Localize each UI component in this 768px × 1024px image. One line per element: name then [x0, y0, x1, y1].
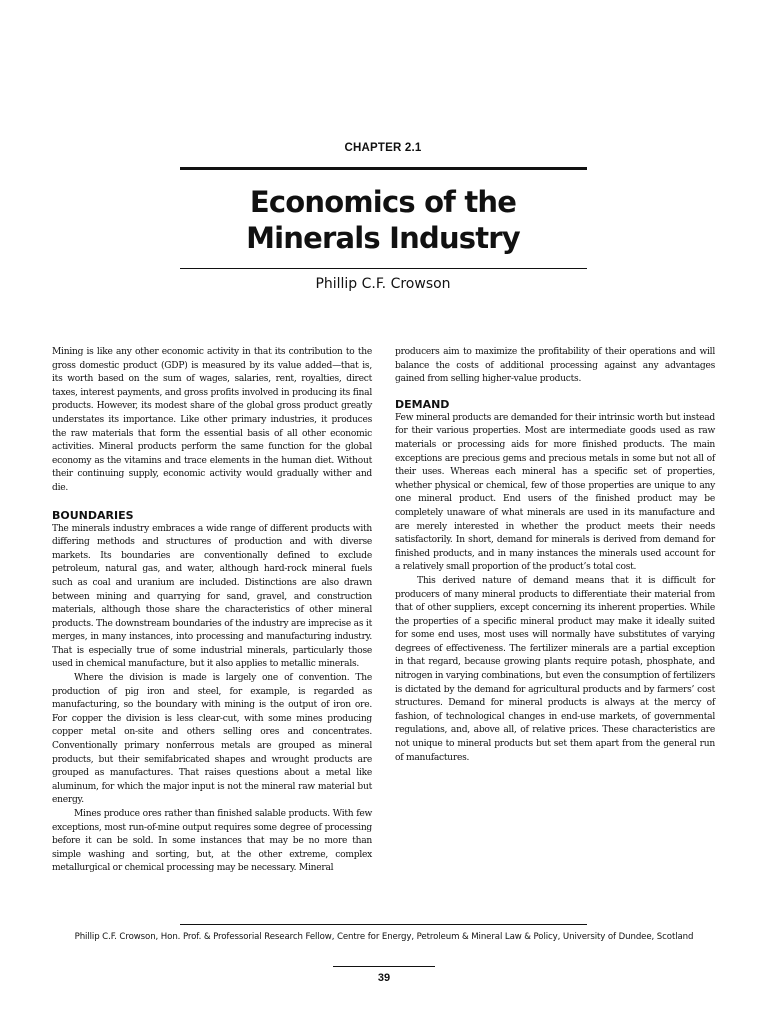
demand-heading: DEMAND: [395, 397, 450, 411]
body-column-left: [52, 346, 372, 876]
demand-paragraph-1: Few mineral products are demanded for their intrinsic worth but instead for their various properties. Most are intermediate goods used as raw materials or processing aids for more finished products. The main exceptions are precious gems and precious metals in some but not all of their uses. Whereas each mineral has a specific set of properties, whether physical or chemical, few of those properties are unique to any one mineral product. End users of the finished product may be completely unaware of what minerals are used in its manufacture and are merely interested in whether the product meets their needs satisfactorily. In short, demand for minerals is derived from demand for finished products, and in many instances the minerals used account for a relatively small proportion of the product’s total cost.: [395, 412, 715, 573]
chapter-title-line-2: Minerals Industry: [246, 221, 520, 255]
boundaries-paragraph-1: The minerals industry embraces a wide range of different products with differing methods and structures of production and with diverse markets. Its boundaries are conventionally defined to exclude petroleum, natural gas, and water, although hard-rock mineral fuels such as coal and uranium are included. Distinctions are also drawn between mining and quarrying for sand, gravel, and construction materials, although those share the characteristics of other mineral products. The downstream boundaries of the industry are imprecise as it merges, in many instances, into processing and manufacturing industry. That is especially true of some industrial minerals, particularly those used in chemical manufacture, but it also applies to metallic minerals.: [52, 523, 372, 670]
title-bottom-rule: [180, 268, 587, 269]
chapter-label: CHAPTER 2.1: [344, 142, 422, 154]
author-affiliation-footnote: Phillip C.F. Crowson, Hon. Prof. & Professorial Research Fellow, Centre for Energy, Petroleum & Mineral Law & Policy, University of Dundee, Scotland: [74, 932, 694, 942]
boundaries-paragraph-3-continued: producers aim to maximize the profitability of their operations and will balance the costs of additional processing against any advantages gained from selling higher-value products.: [395, 347, 715, 385]
intro-paragraph: Mining is like any other economic activity in that its contribution to the gross domestic product (GDP) is measured by its value added—that is, its worth based on the sum of wages, salaries, rent, royalties, direct taxes, interest payments, and gross profits involved in producing its final products. However, its modest share of the global gross product greatly understates its importance. Like other primary industries, it produces the raw materials that form the essential basis of all other economic activities. Mineral products perform the same function for the global economy as the vitamins and trace elements in the human diet. Without their continuing supply, economic activity would gradually wither and die.: [52, 347, 372, 493]
chapter-title: [180, 184, 586, 256]
demand-paragraph-2: This derived nature of demand means that it is difficult for producers of many mineral products to differentiate their material from that of other suppliers, except concerning its inherent properties. While the properties of a specific mineral product may make it ideally suited for some end uses, most uses will normally have substitutes of varying degrees of effectiveness. The fertilizer minerals are a partial exception in that regard, because growing plants require potash, phosphate, and nitrogen in varying combinations, but even the consumption of fertilizers is dictated by the demand for agricultural products and by farmers’ cost structures. Demand for mineral products is always at the mercy of fashion, of technological changes in end-use markets, of governmental regulations, and, above all, of relative prices. These characteristics are not unique to mineral products but set them apart from the general run of manufactures.: [395, 575, 715, 763]
boundaries-paragraph-2: Where the division is made is largely one of convention. The production of pig iron and steel, for example, is regarded as manufacturing, so the boundary with mining is the output of iron ore. For copper the division is less clear-cut, with some mines producing copper metal on-site and others selling ores and concentrates. Conventionally primary nonferrous metals are grouped as mineral products, but their semifabricated shapes and wrought products are grouped as manufactures. That raises questions about a metal like aluminum, for which the major input is not the mineral raw material but energy.: [52, 673, 372, 806]
body-column-right: [395, 346, 715, 765]
footnote-rule: [180, 924, 587, 925]
boundaries-paragraph-3: Mines produce ores rather than finished salable products. With few exceptions, most run-of-mine output requires some degree of processing before it can be sold. In some instances that may be no more than simple washing and sorting, but, at the other extreme, complex metallurgical or chemical processing may be necessary. Mineral: [52, 809, 372, 874]
page-number: 39: [377, 972, 391, 984]
author-name: Phillip C.F. Crowson: [315, 276, 451, 292]
chapter-title-line-1: Economics of the: [249, 185, 517, 219]
boundaries-heading: BOUNDARIES: [52, 508, 134, 522]
page-number-rule: [333, 966, 435, 967]
title-top-rule: [180, 167, 587, 170]
